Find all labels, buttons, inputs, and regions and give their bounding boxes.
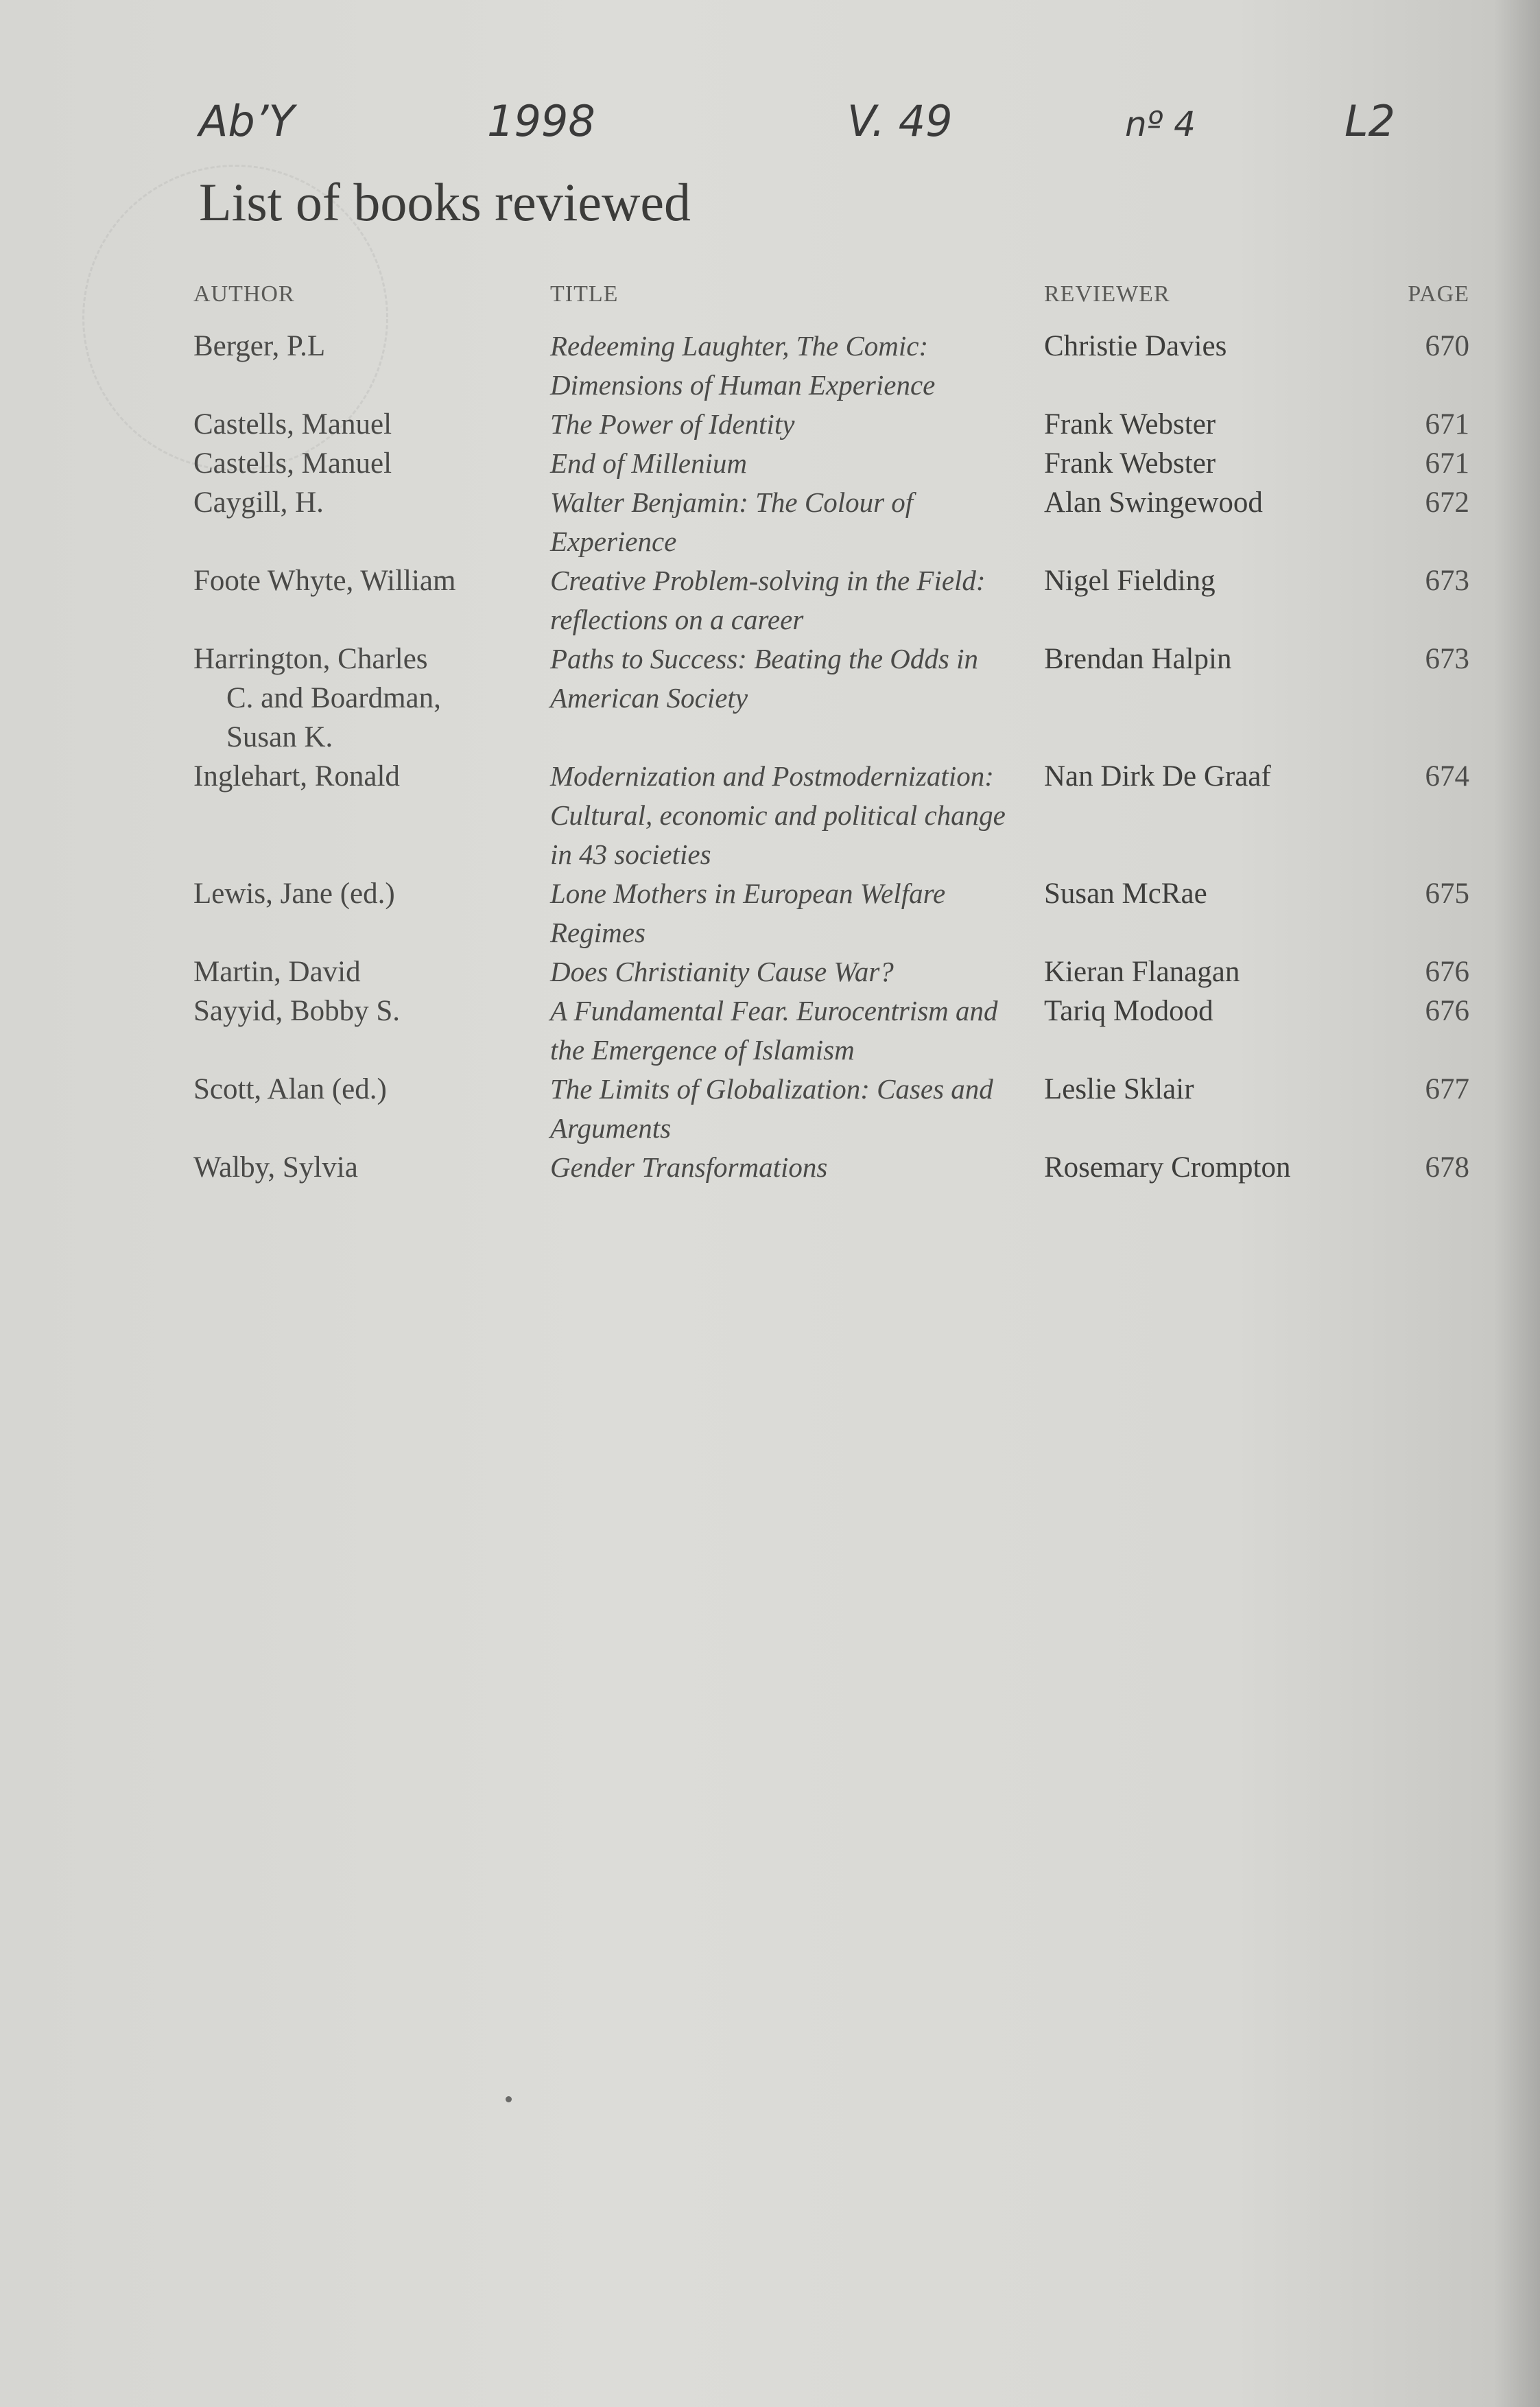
- table-row: [193, 1070, 1469, 1148]
- table-row: [193, 874, 1469, 952]
- book-author: [193, 561, 550, 600]
- review-page: 671: [1425, 447, 1469, 480]
- table-row: [193, 1148, 1469, 1187]
- book-title: Paths to Success: Beating the Odds in American Society: [550, 643, 979, 714]
- author-line: Sayyid, Bobby S.: [193, 995, 401, 1027]
- author-line: Caygill, H.: [193, 486, 324, 519]
- book-author: [193, 639, 550, 757]
- books-table: [193, 281, 1469, 1187]
- review-page: 670: [1425, 330, 1469, 362]
- book-title: Gender Transformations: [550, 1151, 828, 1183]
- author-line: C. and Boardman,: [226, 682, 441, 714]
- author-line: Martin, David: [193, 956, 361, 988]
- handwritten-code: L2: [1344, 96, 1395, 146]
- author-line: Walby, Sylvia: [193, 1151, 358, 1184]
- book-reviewer: Alan Swingewood: [1044, 486, 1263, 519]
- handwritten-year: 1998: [487, 96, 595, 146]
- header-title: TITLE: [550, 281, 619, 307]
- book-reviewer: Kieran Flanagan: [1044, 956, 1240, 988]
- header-author: AUTHOR: [193, 281, 295, 307]
- book-title: The Limits of Globalization: Cases and Arguments: [550, 1073, 993, 1144]
- book-author: [193, 1148, 550, 1187]
- book-author: [193, 874, 550, 913]
- table-header: [193, 281, 1469, 327]
- table-row: [193, 444, 1469, 483]
- table-row: [193, 483, 1469, 561]
- review-page: 678: [1425, 1151, 1469, 1184]
- book-reviewer: Susan McRae: [1044, 878, 1207, 910]
- book-author: [193, 1070, 550, 1109]
- book-title: Walter Benjamin: The Colour of Experience: [550, 486, 914, 557]
- table-row: [193, 991, 1469, 1070]
- book-reviewer: Tariq Modood: [1044, 995, 1213, 1027]
- table-row: [193, 405, 1469, 444]
- table-body: [193, 327, 1469, 1187]
- book-author: [193, 483, 550, 522]
- book-author: [193, 991, 550, 1031]
- author-line: Inglehart, Ronald: [193, 760, 400, 792]
- book-reviewer: Rosemary Crompton: [1044, 1151, 1291, 1184]
- review-page: 677: [1425, 1073, 1469, 1105]
- book-reviewer: Nan Dirk De Graaf: [1044, 760, 1271, 792]
- handwritten-annotation: [199, 96, 1447, 172]
- book-title: The Power of Identity: [550, 408, 795, 440]
- table-row: [193, 561, 1469, 639]
- review-page: 673: [1425, 643, 1469, 675]
- book-author: [193, 757, 550, 796]
- header-page: PAGE: [1408, 281, 1469, 307]
- header-reviewer: REVIEWER: [1044, 281, 1170, 307]
- author-line: Berger, P.L: [193, 330, 326, 362]
- author-line: Castells, Manuel: [193, 408, 392, 441]
- book-reviewer: Frank Webster: [1044, 447, 1216, 480]
- author-line: Scott, Alan (ed.): [193, 1073, 387, 1105]
- review-page: 675: [1425, 878, 1469, 910]
- review-page: 671: [1425, 408, 1469, 441]
- book-reviewer: Brendan Halpin: [1044, 643, 1232, 675]
- book-reviewer: Frank Webster: [1044, 408, 1216, 441]
- book-title: Modernization and Postmodernization: Cultural, economic and political change in 43 societies: [550, 760, 1006, 870]
- table-row: [193, 952, 1469, 991]
- review-page: 673: [1425, 565, 1469, 597]
- table-row: [193, 639, 1469, 757]
- author-line: Harrington, Charles: [193, 643, 428, 675]
- book-title: Lone Mothers in European Welfare Regimes: [550, 878, 946, 948]
- review-page: 672: [1425, 486, 1469, 519]
- author-line: Castells, Manuel: [193, 447, 392, 480]
- book-author: [193, 405, 550, 444]
- book-title: Creative Problem-solving in the Field: reflections on a career: [550, 565, 986, 635]
- table-row: [193, 757, 1469, 874]
- book-title: End of Millenium: [550, 447, 747, 479]
- review-page: 676: [1425, 956, 1469, 988]
- book-title: Does Christianity Cause War?: [550, 956, 894, 987]
- book-reviewer: Nigel Fielding: [1044, 565, 1216, 597]
- handwritten-number: nº 4: [1125, 104, 1196, 144]
- author-line: Lewis, Jane (ed.): [193, 878, 395, 910]
- paper-speck: [506, 2096, 512, 2102]
- handwritten-mark: Ab’Y: [199, 96, 295, 146]
- page-title: List of books reviewed: [199, 172, 691, 232]
- book-author: [193, 327, 550, 366]
- table-row: [193, 327, 1469, 405]
- book-author: [193, 952, 550, 991]
- review-page: 676: [1425, 995, 1469, 1027]
- book-reviewer: Christie Davies: [1044, 330, 1227, 362]
- book-author: [193, 444, 550, 483]
- book-title: A Fundamental Fear. Eurocentrism and the Emergence of Islamism: [550, 995, 998, 1066]
- book-title: Redeeming Laughter, The Comic: Dimensions of Human Experience: [550, 330, 936, 401]
- author-line: Foote Whyte, William: [193, 565, 456, 597]
- book-reviewer: Leslie Sklair: [1044, 1073, 1194, 1105]
- author-line: Susan K.: [226, 721, 333, 753]
- review-page: 674: [1425, 760, 1469, 792]
- handwritten-volume: V. 49: [847, 96, 953, 146]
